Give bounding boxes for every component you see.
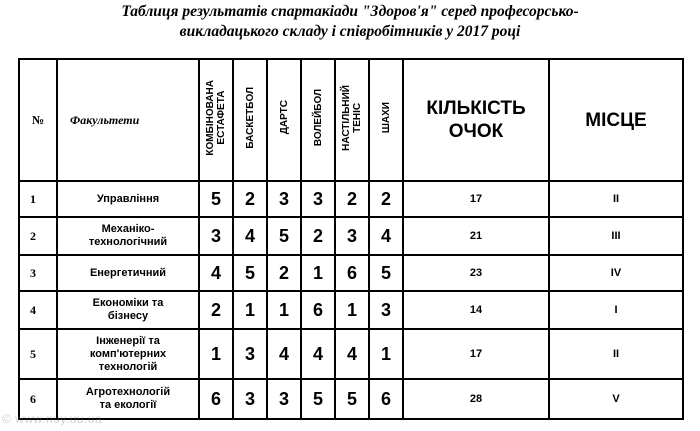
title-line-2: викладацького складу і співробітників у 2017 році	[179, 23, 521, 40]
score-cell: 6	[369, 379, 403, 419]
total-cell: 17	[403, 181, 549, 217]
row-faculty: Енергетичний	[57, 255, 199, 291]
total-cell: 14	[403, 291, 549, 329]
title-line-1: Таблиця результатів спартакіади "Здоров'я" серед професорсько-	[121, 3, 579, 20]
score-cell: 1	[301, 255, 335, 291]
score-cell: 3	[267, 181, 301, 217]
score-cell: 4	[267, 329, 301, 379]
score-cell: 5	[301, 379, 335, 419]
header-sport	[335, 59, 369, 181]
score-cell: 3	[335, 217, 369, 255]
score-cell: 5	[199, 181, 233, 217]
score-cell: 3	[369, 291, 403, 329]
header-place: МІСЦЕ	[549, 59, 683, 181]
header-sport-label: ВОЛЕЙБОЛ	[312, 88, 324, 147]
place-cell: I	[549, 291, 683, 329]
header-sport-label: ДАРТС	[278, 100, 290, 135]
total-cell: 23	[403, 255, 549, 291]
score-cell: 4	[233, 217, 267, 255]
score-cell: 3	[233, 329, 267, 379]
table-row	[19, 379, 683, 419]
score-cell: 2	[335, 181, 369, 217]
header-sport	[267, 59, 301, 181]
table-row	[19, 181, 683, 217]
watermark: © www.nuy.uu.ua	[2, 412, 103, 426]
score-cell: 2	[199, 291, 233, 329]
row-faculty: Інженерії та комп'ютерних технологій	[57, 329, 199, 379]
table-row	[19, 329, 683, 379]
row-num: 3	[19, 255, 57, 291]
score-cell: 4	[369, 217, 403, 255]
score-cell: 1	[199, 329, 233, 379]
score-cell: 2	[267, 255, 301, 291]
table-row	[19, 255, 683, 291]
score-cell: 3	[267, 379, 301, 419]
place-cell: II	[549, 329, 683, 379]
results-table	[18, 58, 684, 420]
score-cell: 5	[335, 379, 369, 419]
score-cell: 6	[335, 255, 369, 291]
table-row	[19, 217, 683, 255]
score-cell: 4	[301, 329, 335, 379]
header-sport-label: ШАХИ	[380, 101, 392, 134]
row-num: 2	[19, 217, 57, 255]
place-cell: IV	[549, 255, 683, 291]
place-cell: V	[549, 379, 683, 419]
total-cell: 21	[403, 217, 549, 255]
row-num: 1	[19, 181, 57, 217]
header-sport-label: КОМБІНОВАНА ЕСТАФЕТА	[205, 79, 227, 156]
total-cell: 28	[403, 379, 549, 419]
header-sport-label: БАСКЕТБОЛ	[244, 86, 256, 149]
header-sport	[233, 59, 267, 181]
score-cell: 1	[369, 329, 403, 379]
row-num: 6	[19, 379, 57, 419]
score-cell: 2	[369, 181, 403, 217]
row-faculty: Управління	[57, 181, 199, 217]
score-cell: 1	[233, 291, 267, 329]
row-num: 5	[19, 329, 57, 379]
score-cell: 5	[267, 217, 301, 255]
place-cell: II	[549, 181, 683, 217]
score-cell: 3	[301, 181, 335, 217]
header-num: №	[19, 59, 57, 181]
score-cell: 5	[369, 255, 403, 291]
score-cell: 1	[335, 291, 369, 329]
score-cell: 2	[301, 217, 335, 255]
score-cell: 4	[335, 329, 369, 379]
document-title	[0, 2, 700, 42]
score-cell: 6	[301, 291, 335, 329]
score-cell: 4	[199, 255, 233, 291]
total-cell: 17	[403, 329, 549, 379]
header-sport-label: НАСТІЛЬНИЙ ТЕНІС	[341, 84, 363, 151]
score-cell: 1	[267, 291, 301, 329]
score-cell: 6	[199, 379, 233, 419]
header-points: КІЛЬКІСТЬ ОЧОК	[403, 59, 549, 181]
header-sport	[199, 59, 233, 181]
row-faculty: Механіко- технологічний	[57, 217, 199, 255]
header-sport	[369, 59, 403, 181]
row-faculty: Економіки та бізнесу	[57, 291, 199, 329]
row-num: 4	[19, 291, 57, 329]
place-cell: III	[549, 217, 683, 255]
row-faculty: Агротехнологій та екології	[57, 379, 199, 419]
header-row	[19, 59, 683, 181]
score-cell: 5	[233, 255, 267, 291]
score-cell: 3	[233, 379, 267, 419]
score-cell: 3	[199, 217, 233, 255]
header-sport	[301, 59, 335, 181]
table-row	[19, 291, 683, 329]
header-faculty: Факультети	[57, 59, 199, 181]
score-cell: 2	[233, 181, 267, 217]
